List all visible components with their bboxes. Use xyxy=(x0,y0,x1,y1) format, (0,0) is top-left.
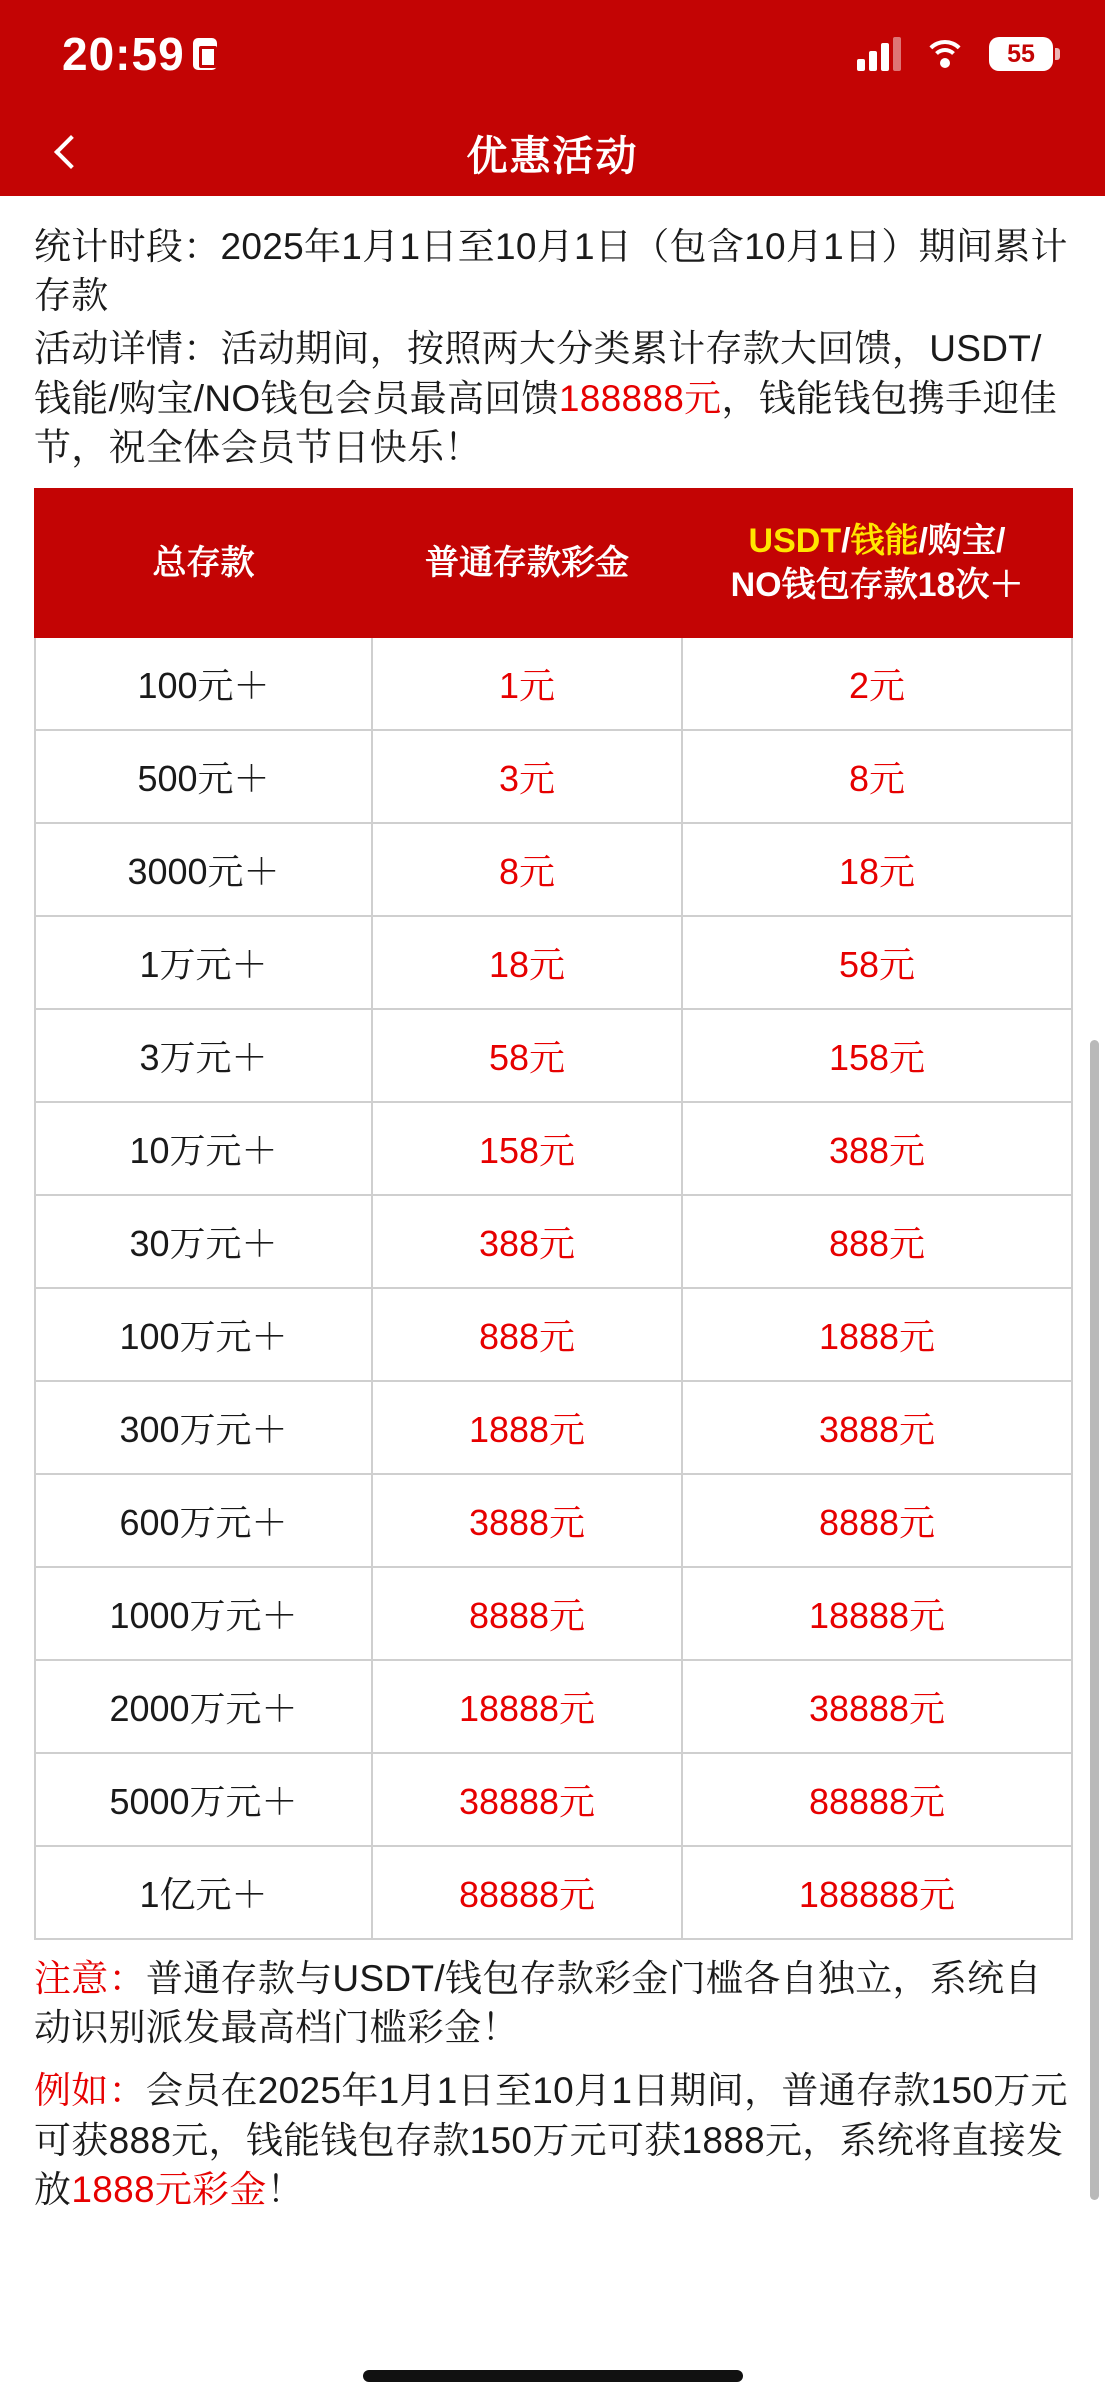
header-nowallet-label: NO钱包存款18次＋ xyxy=(730,566,1024,605)
cell-usdt-bonus: 888元 xyxy=(682,1195,1072,1288)
activity-detail-text-2: ，钱能钱包携手迎佳节，祝全体会员节日快乐！ xyxy=(34,377,1058,468)
table-row xyxy=(35,1660,1072,1753)
header-usdt-label: USDT xyxy=(748,521,842,560)
stat-period-text: 2025年1月1日至10月1日（包含10月1日）期间累计存款 xyxy=(34,226,1068,317)
cell-usdt-bonus: 58元 xyxy=(682,916,1072,1009)
cell-normal-bonus: 18元 xyxy=(372,916,682,1009)
cell-tier: 3000元＋ xyxy=(35,823,372,916)
cell-normal-bonus: 388元 xyxy=(372,1195,682,1288)
cell-tier: 300万元＋ xyxy=(35,1381,372,1474)
prize-table xyxy=(34,488,1073,1940)
cell-usdt-bonus: 158元 xyxy=(682,1009,1072,1102)
cell-normal-bonus: 1元 xyxy=(372,637,682,730)
cell-normal-bonus: 8888元 xyxy=(372,1567,682,1660)
header-sep-1: / xyxy=(841,521,851,560)
battery-icon xyxy=(989,37,1053,71)
prize-table-body xyxy=(35,637,1072,1939)
table-row xyxy=(35,1753,1072,1846)
activity-detail-label: 活动详情： xyxy=(34,328,221,370)
cell-normal-bonus: 18888元 xyxy=(372,1660,682,1753)
cell-normal-bonus: 8元 xyxy=(372,823,682,916)
table-row xyxy=(35,1288,1072,1381)
cell-usdt-bonus: 2元 xyxy=(682,637,1072,730)
battery-level-label: 55 xyxy=(1007,39,1035,68)
table-row xyxy=(35,1474,1072,1567)
table-row xyxy=(35,730,1072,823)
cell-normal-bonus: 3888元 xyxy=(372,1474,682,1567)
home-indicator[interactable] xyxy=(363,2370,743,2382)
example-label: 例如： xyxy=(34,2070,146,2112)
cell-usdt-bonus: 388元 xyxy=(682,1102,1072,1195)
table-row xyxy=(35,916,1072,1009)
header-total-deposit: 总存款 xyxy=(35,489,372,637)
cell-usdt-bonus: 88888元 xyxy=(682,1753,1072,1846)
page-title: 优惠活动 xyxy=(466,132,639,179)
cell-normal-bonus: 888元 xyxy=(372,1288,682,1381)
cellular-signal-icon xyxy=(857,37,901,71)
cell-normal-bonus: 158元 xyxy=(372,1102,682,1195)
cell-usdt-bonus: 38888元 xyxy=(682,1660,1072,1753)
notice-label: 注意： xyxy=(34,1958,146,2000)
cell-tier: 10万元＋ xyxy=(35,1102,372,1195)
table-row xyxy=(35,823,1072,916)
stat-period-paragraph xyxy=(34,222,1071,320)
header-usdt-bonus xyxy=(682,489,1072,637)
table-row xyxy=(35,1567,1072,1660)
nav-bar xyxy=(0,108,1105,196)
example-tail: ！ xyxy=(266,2168,305,2210)
stat-period-label: 统计时段： xyxy=(34,226,221,267)
header-normal-bonus: 普通存款彩金 xyxy=(372,489,682,637)
status-bar-right xyxy=(857,37,1053,71)
table-row xyxy=(35,637,1072,730)
header-sep-2: / xyxy=(918,521,928,560)
cell-tier: 1亿元＋ xyxy=(35,1846,372,1939)
activity-detail-paragraph xyxy=(34,324,1071,472)
cell-usdt-bonus: 18888元 xyxy=(682,1567,1072,1660)
table-header-row xyxy=(35,489,1072,637)
table-row xyxy=(35,1102,1072,1195)
cell-normal-bonus: 58元 xyxy=(372,1009,682,1102)
wifi-icon xyxy=(923,38,967,70)
prize-table-head xyxy=(35,489,1072,637)
lock-badge-icon xyxy=(193,38,217,70)
example-highlight: 1888元彩金 xyxy=(71,2168,267,2210)
cell-usdt-bonus: 8888元 xyxy=(682,1474,1072,1567)
activity-detail-highlight: 188888元 xyxy=(558,377,722,419)
example-paragraph xyxy=(34,2066,1071,2214)
example-text: 会员在2025年1月1日至10月1日期间，普通存款150万元可获888元，钱能钱包存款150万元可获1888元，系统将直接发放 xyxy=(34,2070,1068,2210)
cell-tier: 3万元＋ xyxy=(35,1009,372,1102)
table-row xyxy=(35,1195,1072,1288)
promo-content xyxy=(0,196,1105,2214)
cell-tier: 1000万元＋ xyxy=(35,1567,372,1660)
cell-tier: 100元＋ xyxy=(35,637,372,730)
cell-usdt-bonus: 188888元 xyxy=(682,1846,1072,1939)
cell-tier: 2000万元＋ xyxy=(35,1660,372,1753)
status-clock: 20:59 xyxy=(62,28,185,80)
header-qianneng-label: 钱能 xyxy=(850,521,919,560)
notice-text: 普通存款与USDT/钱包存款彩金门槛各自独立，系统自动识别派发最高档门槛彩金！ xyxy=(34,1958,1042,2049)
cell-tier: 100万元＋ xyxy=(35,1288,372,1381)
cell-usdt-bonus: 3888元 xyxy=(682,1381,1072,1474)
cell-normal-bonus: 38888元 xyxy=(372,1753,682,1846)
activity-detail-text-1: 活动期间，按照两大分类累计存款大回馈，USDT/钱能/购宝/NO钱包会员最高回馈 xyxy=(34,328,1042,419)
cell-normal-bonus: 3元 xyxy=(372,730,682,823)
cell-normal-bonus: 88888元 xyxy=(372,1846,682,1939)
notice-paragraph xyxy=(34,1954,1071,2052)
cell-usdt-bonus: 18元 xyxy=(682,823,1072,916)
cell-tier: 1万元＋ xyxy=(35,916,372,1009)
cell-tier: 30万元＋ xyxy=(35,1195,372,1288)
chevron-left-icon[interactable] xyxy=(40,124,96,180)
cell-usdt-bonus: 8元 xyxy=(682,730,1072,823)
header-goubao-label: 购宝/ xyxy=(928,521,1006,560)
vertical-scrollbar[interactable] xyxy=(1090,1040,1099,2200)
cell-normal-bonus: 1888元 xyxy=(372,1381,682,1474)
status-bar xyxy=(0,0,1105,108)
cell-tier: 500元＋ xyxy=(35,730,372,823)
cell-usdt-bonus: 1888元 xyxy=(682,1288,1072,1381)
table-row xyxy=(35,1009,1072,1102)
cell-tier: 600万元＋ xyxy=(35,1474,372,1567)
table-row xyxy=(35,1381,1072,1474)
table-row xyxy=(35,1846,1072,1939)
status-bar-left xyxy=(62,27,217,81)
cell-tier: 5000万元＋ xyxy=(35,1753,372,1846)
